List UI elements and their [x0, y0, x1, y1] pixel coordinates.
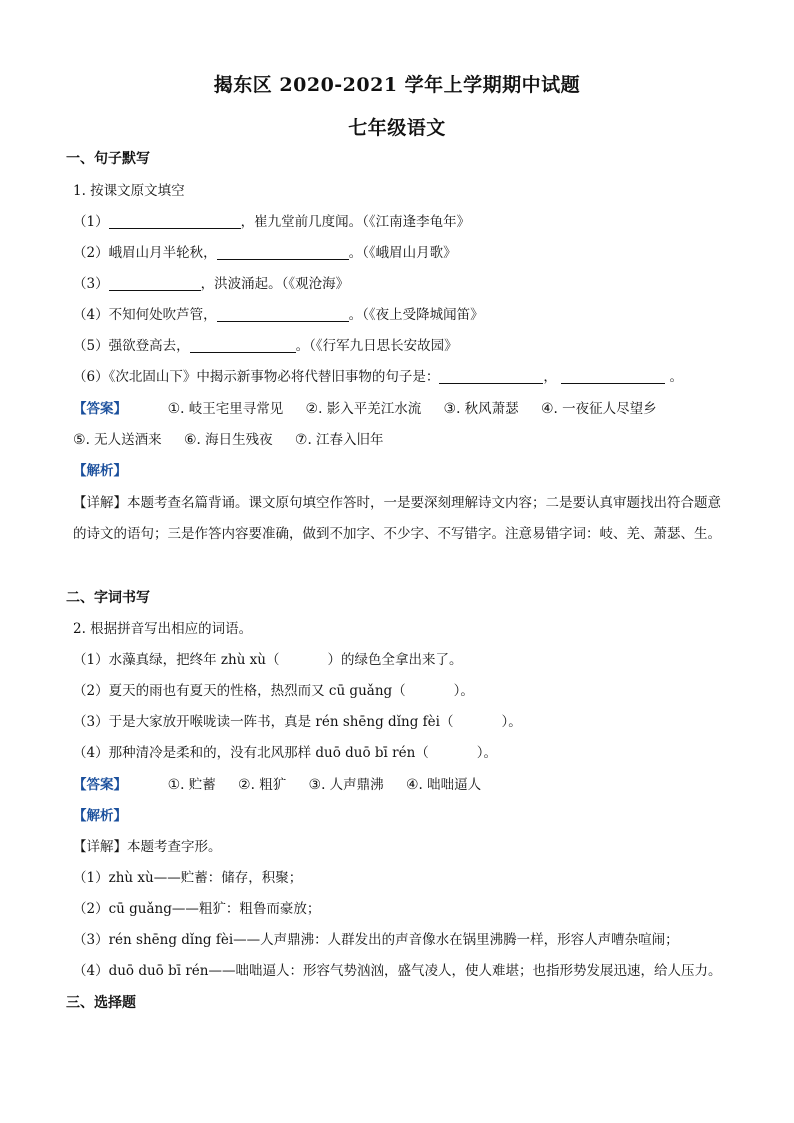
answer-blank	[561, 369, 665, 384]
answer-blank	[217, 245, 349, 260]
answer-blank	[109, 214, 241, 229]
answer-item: ⑥. 海日生残夜	[183, 432, 273, 448]
exam-subtitle: 七年级语文	[348, 117, 446, 139]
question-1-stem: 1. 按课文原文填空	[73, 183, 185, 199]
q2-item-4: （4）那种清冷是柔和的，没有北风那样 duō duō bī rén（ ）。	[73, 745, 498, 761]
analysis-tag: 【解析】	[73, 463, 127, 479]
q2-item-2: （2）夏天的雨也有夏天的性格，热烈而又 cū guǎng（ ）。	[73, 683, 474, 699]
q1-item-1: （1） ，崔九堂前几度闻。（《江南逢李龟年》	[73, 214, 471, 230]
answer-item: ①. 贮蓄	[167, 777, 216, 793]
q1-item-4: （4）不知何处吹芦管， 。（《夜上受降城闻笛》	[73, 307, 484, 323]
q2-item-1: （1）水藻真绿，把终年 zhù xù（ ）的绿色全拿出来了。	[73, 652, 463, 668]
answer-blank	[217, 307, 349, 322]
answer-tag: 【答案】	[73, 401, 127, 417]
answer-item: ④. 一夜征人尽望乡	[540, 401, 657, 417]
answer-blank	[439, 369, 543, 384]
q1-answer-row-1	[73, 400, 733, 418]
answer-blank	[109, 276, 201, 291]
section-heading-1: 一、句子默写	[66, 151, 150, 167]
q2-detail-head: 【详解】本题考查字形。	[73, 839, 222, 855]
analysis-tag: 【解析】	[73, 808, 127, 824]
q1-item-5: （5）强欲登高去， 。（《行军九日思长安故园》	[73, 338, 458, 354]
section-heading-2: 二、字词书写	[66, 590, 150, 606]
answer-item: ②. 粗犷	[238, 777, 287, 793]
answer-item: ⑦. 江春入旧年	[294, 432, 384, 448]
answer-item: ①. 岐王宅里寻常见	[167, 401, 284, 417]
answer-blank	[190, 338, 296, 353]
q1-answer-row-2	[73, 431, 733, 449]
q1-item-3: （3） ，洪波涌起。（《观沧海》	[73, 276, 350, 292]
exam-title: 揭东区 2020-2021 学年上学期期中试题	[213, 74, 581, 96]
q2-detail-2: （2）cū guǎng——粗犷：粗鲁而豪放；	[73, 901, 321, 917]
answer-item: ④. 咄咄逼人	[405, 777, 482, 793]
answer-item: ③. 秋风萧瑟	[443, 401, 519, 417]
q2-detail-3: （3）rén shēng dǐng fèi——人声鼎沸：人群发出的声音像水在锅里沸腾一样，形容人声嘈杂喧闹；	[73, 932, 679, 948]
q1-item-2: （2）峨眉山月半轮秋， 。（《峨眉山月歌》	[73, 245, 457, 261]
q2-answer-row	[73, 776, 733, 794]
answer-item: ③. 人声鼎沸	[308, 777, 384, 793]
question-2-stem: 2. 根据拼音写出相应的词语。	[73, 621, 253, 637]
q1-detail: 【详解】本题考查名篇背诵。课文原句填空作答时，一是要深刻理解诗文内容；二是要认真审题找出符合题意的诗文的语句；三是作答内容要准确，做到不加字、不少字、不写错字。注意易错字词：岐、羌、萧瑟、生。	[73, 495, 721, 542]
answer-item: ⑤. 无人送酒来	[73, 432, 162, 448]
q2-detail-4: （4）duō duō bī rén——咄咄逼人：形容气势汹汹，盛气凌人，使人难堪；也指形势发展迅速，给人压力。	[73, 963, 722, 979]
answer-item: ②. 影入平羌江水流	[305, 401, 422, 417]
q2-detail-1: （1）zhù xù——贮蓄：储存，积聚；	[73, 870, 303, 886]
section-heading-3: 三、选择题	[66, 995, 136, 1011]
q2-item-3: （3）于是大家放开喉咙读一阵书，真是 rén shēng dǐng fèi（ ）。	[73, 714, 522, 730]
answer-tag: 【答案】	[73, 777, 127, 793]
q1-item-6: （6）《次北固山下》中揭示新事物必将代替旧事物的句子是： ， 。	[73, 369, 683, 385]
